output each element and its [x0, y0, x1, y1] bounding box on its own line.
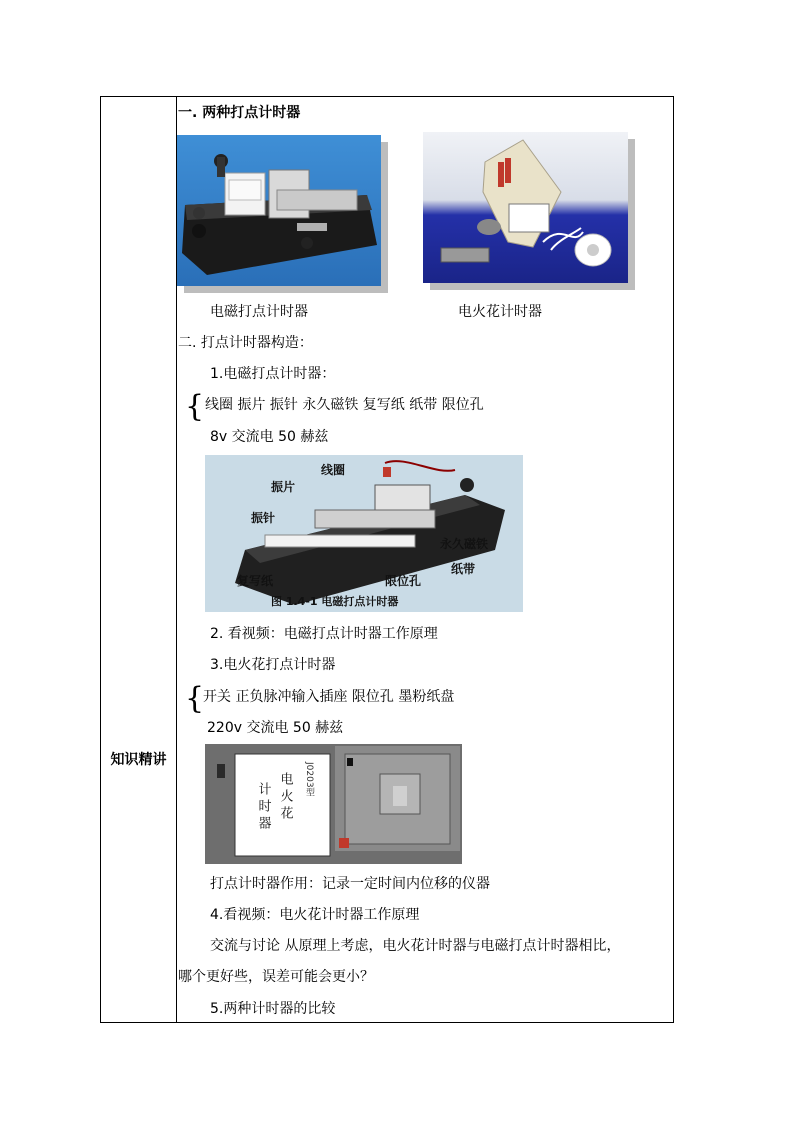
- discussion-line1: 交流与讨论 从原理上考虑，电火花计时器与电磁打点计时器相比，: [210, 938, 621, 954]
- heading-timer-structure: 二. 打点计时器构造：: [178, 335, 313, 351]
- photo-spark-timer: [423, 132, 628, 283]
- device-label-col2: 计 时 器: [255, 782, 271, 830]
- item1-title: 1.电磁打点计时器：: [210, 366, 336, 382]
- diagram-label-carbon-paper: 复写纸: [237, 574, 274, 588]
- device-label-col1: 电 火 花: [277, 772, 293, 820]
- electromagnetic-timer-image: [177, 135, 381, 286]
- diagram-caption: 图 1.4-1 电磁打点计时器: [271, 595, 399, 608]
- timer-function: 打点计时器作用：记录一定时间内位移的仪器: [210, 876, 490, 892]
- diagram-label-vibrating-needle: 振针: [251, 511, 276, 525]
- diagram-label-coil: 线圈: [321, 463, 346, 477]
- brace-icon: {: [185, 681, 205, 716]
- diagram-label-paper-tape: 纸带: [451, 562, 476, 576]
- diagram-label-permanent-magnet: 永久磁铁: [440, 537, 489, 551]
- item5-comparison: 5.两种计时器的比较: [210, 1001, 336, 1017]
- device-model: J0203型: [304, 762, 314, 797]
- item2-video: 2. 看视频：电磁打点计时器工作原理: [210, 626, 438, 642]
- item1-parts: 线圈 振片 振针 永久磁铁 复写纸 纸带 限位孔: [205, 397, 484, 413]
- photo-electromagnetic-timer: [177, 135, 381, 286]
- discussion-line2: 哪个更好些，误差可能会更小？: [178, 969, 374, 985]
- caption-spark-timer: 电火花计时器: [458, 304, 542, 320]
- photo-spark-timer-device: [205, 744, 462, 864]
- diagram-image: [205, 455, 523, 612]
- heading-two-timers: 一. 两种打点计时器: [178, 105, 301, 121]
- item1-power: 8v 交流电 50 赫兹: [210, 429, 329, 445]
- brace-icon: {: [185, 389, 205, 424]
- item3-title: 3.电火花打点计时器: [210, 657, 336, 673]
- diagram-label-vibrating-plate: 振片: [271, 480, 296, 494]
- spark-device-image: [205, 744, 462, 864]
- diagram-electromagnetic-timer: [205, 455, 523, 612]
- diagram-label-limit-hole: 限位孔: [385, 574, 422, 588]
- item3-parts: 开关 正负脉冲输入插座 限位孔 墨粉纸盘: [203, 689, 455, 705]
- item3-power: 220v 交流电 50 赫兹: [207, 720, 344, 736]
- spark-timer-image: [423, 132, 628, 283]
- caption-electromagnetic-timer: 电磁打点计时器: [210, 304, 308, 320]
- section-label: 知识精讲: [110, 752, 167, 768]
- item4-video: 4.看视频：电火花计时器工作原理: [210, 907, 420, 923]
